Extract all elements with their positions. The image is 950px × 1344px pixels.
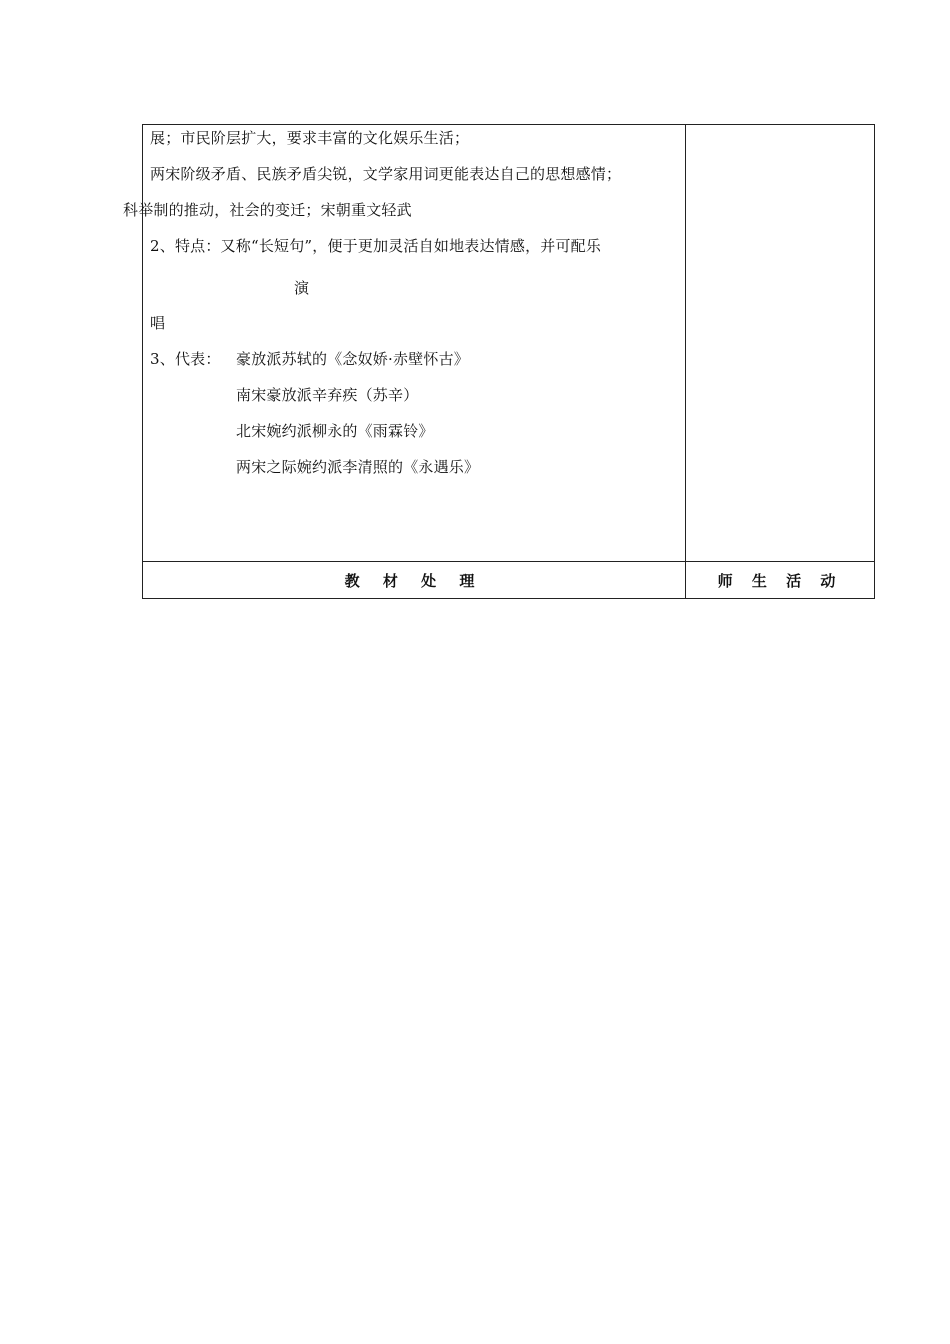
feature-line: 2、特点：又称“长短句”，便于更加灵活自如地表达情感，并可配乐 [150,237,602,255]
content-line-3: 科举制的推动，社会的变迁；宋朝重文轻武 [123,201,412,219]
feature-line-continued: 演 [294,279,310,297]
representative-item: 北宋婉约派柳永的《雨霖铃》 [236,422,434,440]
feature-line-end: 唱 [150,314,166,332]
representative-item: 南宋豪放派辛弃疾（苏辛） [236,386,419,404]
content-line-1: 展；市民阶层扩大，要求丰富的文化娱乐生活； [150,129,470,147]
teaching-material-header: 教 材 处 理 [344,572,484,590]
content-line-2: 两宋阶级矛盾、民族矛盾尖锐，文学家用词更能表达自己的思想感情； [150,165,622,183]
teacher-student-activity-header: 师 生 活 动 [717,572,843,590]
representative-item: 豪放派苏轼的《念奴娇·赤壁怀古》 [236,350,469,368]
representative-item: 两宋之际婉约派李清照的《永遇乐》 [236,458,480,476]
column-divider [685,125,686,598]
representatives-label: 3、代表： [150,350,221,368]
